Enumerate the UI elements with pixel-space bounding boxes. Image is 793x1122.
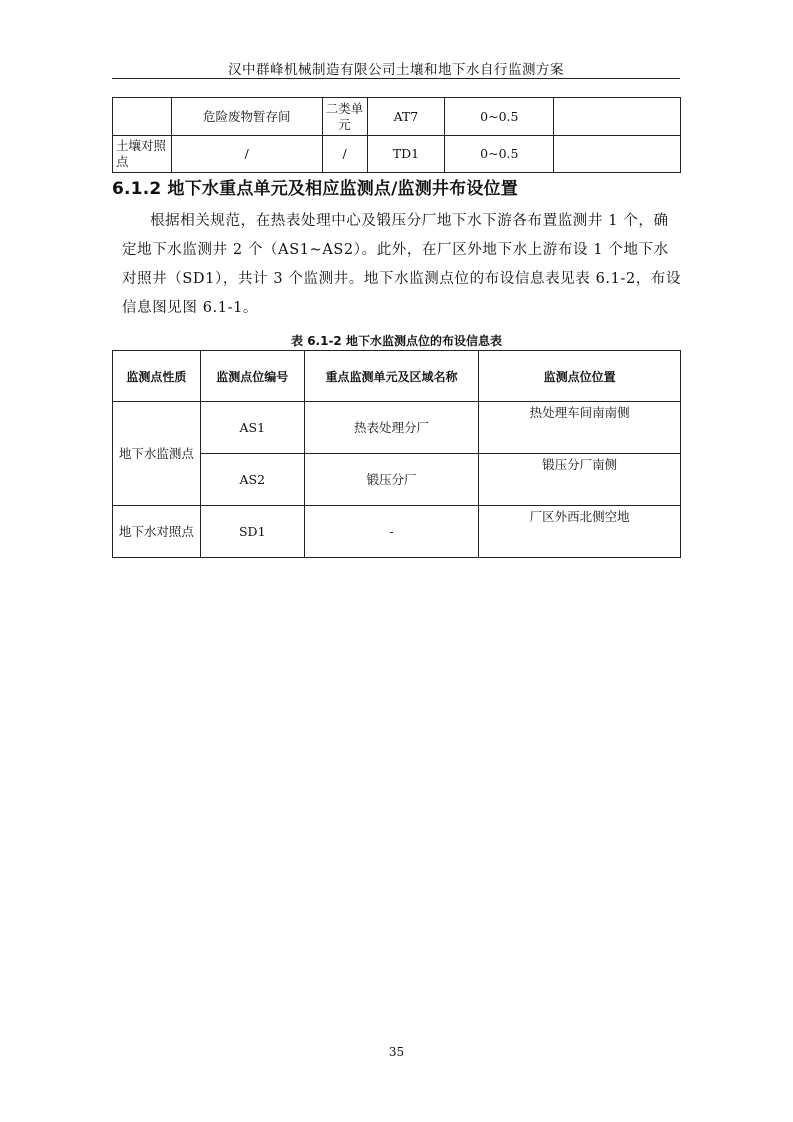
- table-header-row: [113, 351, 681, 402]
- body-paragraph: 根据相关规范，在热表处理中心及锻压分厂地下水下游各布置监测井 1 个，确定地下水监测井 2 个（AS1~AS2）。此外，在厂区外地下水上游布设 1 个地下水对照井（SD1），共计 3 个监测井。地下水监测点位的布设信息表见表 6.1-2，布设信息图见图 6.1-1。: [122, 213, 682, 316]
- page-header-title: 汉中群峰机械制造有限公司土壤和地下水自行监测方案: [228, 62, 564, 78]
- table-cell: 热表处理分厂: [304, 402, 479, 454]
- page-number: 35: [388, 1045, 405, 1059]
- table-header: 监测点位编号: [200, 351, 304, 402]
- table-cell: [113, 98, 172, 136]
- header-rule: [112, 78, 680, 79]
- table-cell: 二类单元: [322, 98, 367, 136]
- table-cell: 锻压分厂: [304, 454, 479, 506]
- table-cell: 地下水监测点: [113, 402, 201, 506]
- table-cell: 0~0.5: [445, 136, 554, 173]
- table-header: 重点监测单元及区域名称: [304, 351, 479, 402]
- table-cell: [554, 98, 681, 136]
- table-cell: 地下水对照点: [113, 506, 201, 558]
- table-row: [113, 506, 681, 558]
- table-caption: 表 6.1-2 地下水监测点位的布设信息表: [291, 334, 502, 348]
- table-row: [113, 136, 681, 173]
- table-cell: /: [171, 136, 322, 173]
- soil-points-table-continued: [112, 97, 681, 173]
- table-cell: 0~0.5: [445, 98, 554, 136]
- table-row: [113, 98, 681, 136]
- table-cell: /: [322, 136, 367, 173]
- table-header: 监测点性质: [113, 351, 201, 402]
- table-cell: TD1: [367, 136, 445, 173]
- section-heading: 6.1.2 地下水重点单元及相应监测点/监测井布设位置: [112, 179, 518, 199]
- table-cell: 热处理车间南南侧: [479, 402, 681, 454]
- table-row: [113, 402, 681, 454]
- table-cell: -: [304, 506, 479, 558]
- table-cell: AS2: [200, 454, 304, 506]
- table-cell: AT7: [367, 98, 445, 136]
- table-cell: SD1: [200, 506, 304, 558]
- table-cell: 厂区外西北侧空地: [479, 506, 681, 558]
- table-cell: 危险废物暂存间: [171, 98, 322, 136]
- table-cell: [554, 136, 681, 173]
- table-header: 监测点位位置: [479, 351, 681, 402]
- table-cell: 土壤对照点: [113, 136, 172, 173]
- table-cell: 锻压分厂南侧: [479, 454, 681, 506]
- table-cell: AS1: [200, 402, 304, 454]
- groundwater-monitoring-table: [112, 350, 681, 558]
